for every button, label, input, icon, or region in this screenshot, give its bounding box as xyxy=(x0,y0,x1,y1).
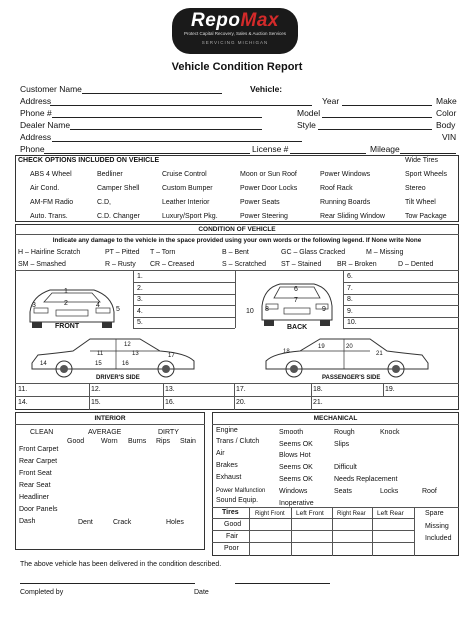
divider xyxy=(332,507,333,556)
option-item[interactable]: Custom Bumper xyxy=(162,185,213,192)
back-damage-line[interactable] xyxy=(343,305,459,306)
mech-trans: Trans / Clutch xyxy=(216,438,260,445)
mech-exhaust: Exhaust xyxy=(216,474,242,481)
tires-fair: Fair xyxy=(226,533,239,540)
divider xyxy=(133,270,134,328)
option-item[interactable]: Power Windows xyxy=(320,171,371,178)
interior-item[interactable]: Rear Seat xyxy=(19,482,51,489)
option-item[interactable]: Tilt Wheel xyxy=(405,199,436,206)
divider xyxy=(163,396,164,410)
side-damage-number: 17. xyxy=(236,386,246,393)
divider xyxy=(234,396,235,410)
divider xyxy=(414,507,415,556)
mech-sound-equip: Sound Equip. xyxy=(216,497,259,504)
option-item[interactable]: Power Steering xyxy=(240,213,288,220)
side-damage-number: 19. xyxy=(385,386,395,393)
side-damage-number: 20. xyxy=(236,399,246,406)
back-diag-8: 8 xyxy=(265,306,269,313)
back-label: BACK xyxy=(287,324,308,331)
interior-rips: Rips xyxy=(156,438,171,445)
driver-diag-12: 12 xyxy=(124,342,131,348)
mech-roof[interactable]: Roof xyxy=(422,488,437,495)
option-item[interactable]: AM-FM Radio xyxy=(30,199,74,206)
completed-by-label: Completed by xyxy=(20,589,64,596)
mech-seats[interactable]: Seats xyxy=(334,488,352,495)
option-item[interactable]: Bedliner xyxy=(97,171,123,178)
option-item[interactable]: Stereo xyxy=(405,185,426,192)
option-item[interactable]: Luxury/Sport Pkg. xyxy=(162,213,218,220)
model-label: Model xyxy=(297,108,321,118)
back-diag-9: 9 xyxy=(322,306,326,313)
divider xyxy=(234,383,235,396)
tires-label: Tires xyxy=(222,509,239,516)
front-damage-line[interactable] xyxy=(133,305,235,306)
divider xyxy=(212,530,414,531)
driver-diag-16: 16 xyxy=(122,361,129,367)
mech-difficult[interactable]: Difficult xyxy=(334,464,357,471)
driver-diag-13: 13 xyxy=(132,351,139,357)
mileage-label: Mileage xyxy=(370,144,400,154)
back-diag-6: 6 xyxy=(294,286,298,293)
divider xyxy=(89,383,90,396)
mech-blows-hot[interactable]: Blows Hot xyxy=(279,452,311,459)
option-item[interactable]: Leather Interior xyxy=(162,199,210,206)
address2-field[interactable] xyxy=(52,141,302,142)
option-item[interactable]: Roof Rack xyxy=(320,185,353,192)
pass-diag-19: 19 xyxy=(318,344,325,350)
front-damage-line[interactable] xyxy=(133,294,235,295)
legend-item: R – Rusty xyxy=(105,261,136,268)
front-damage-line[interactable] xyxy=(133,317,235,318)
customer-name-field[interactable] xyxy=(82,93,222,94)
front-diag-3: 3 xyxy=(32,302,36,309)
back-damage-number: 9. xyxy=(347,307,353,315)
divider xyxy=(249,507,250,556)
option-item[interactable]: Running Boards xyxy=(320,199,371,206)
legend-item: D – Dented xyxy=(398,261,434,268)
side-damage-number: 15. xyxy=(91,399,101,406)
front-damage-number: 5. xyxy=(137,319,143,326)
interior-dent: Dent xyxy=(78,519,93,526)
year-label: Year xyxy=(322,96,340,106)
passenger-side-label: PASSENGER'S SIDE xyxy=(322,375,381,381)
interior-burns: Burns xyxy=(128,438,147,445)
legend-item: PT – Pitted xyxy=(105,249,140,256)
interior-item[interactable]: Rear Carpet xyxy=(19,458,58,465)
dealer-name-label: Dealer Name xyxy=(20,120,71,130)
mechanical-heading: MECHANICAL xyxy=(313,415,358,422)
legend-item: B – Bent xyxy=(222,249,249,256)
pass-diag-21: 21 xyxy=(376,351,383,357)
tires-included[interactable]: Included xyxy=(425,535,452,542)
interior-item[interactable]: Door Panels xyxy=(19,506,58,513)
driver-diag-15: 15 xyxy=(95,361,102,367)
driver-diag-11: 11 xyxy=(97,351,104,357)
interior-item[interactable]: Front Seat xyxy=(19,470,52,477)
tires-right-rear: Right Rear xyxy=(337,511,366,517)
interior-holes: Holes xyxy=(166,519,184,526)
interior-average: AVERAGE xyxy=(88,429,122,436)
condition-heading: CONDITION OF VEHICLE xyxy=(198,226,276,233)
divider xyxy=(163,383,164,396)
delivered-statement: The above vehicle has been delivered in the condition described. xyxy=(20,561,222,568)
divider xyxy=(343,270,344,328)
front-diag-1: 1 xyxy=(64,288,68,295)
interior-stain: Stain xyxy=(180,438,196,445)
license-field[interactable] xyxy=(290,153,366,154)
page-title: Vehicle Condition Report xyxy=(171,61,303,73)
front-damage-number: 2. xyxy=(137,284,143,292)
option-item[interactable]: Air Cond. xyxy=(30,185,60,192)
make-label: Make xyxy=(436,96,457,106)
mech-seems-ok-3[interactable]: Seems OK xyxy=(279,476,313,483)
divider xyxy=(15,396,459,397)
side-damage-number: 21. xyxy=(313,399,323,406)
back-diag-7: 7 xyxy=(294,297,298,304)
divider xyxy=(15,234,459,235)
legend-item: S – Scratched xyxy=(222,261,266,268)
mech-needs-replacement[interactable]: Needs Replacement xyxy=(334,476,398,483)
option-item[interactable]: Moon or Sun Roof xyxy=(240,171,297,178)
phone2-field[interactable] xyxy=(44,153,250,154)
divider xyxy=(311,396,312,410)
front-damage-line[interactable] xyxy=(133,282,235,283)
mech-windows[interactable]: Windows xyxy=(279,488,308,495)
interior-item[interactable]: Headliner xyxy=(19,494,49,501)
legend-item: BR – Broken xyxy=(337,261,377,268)
mech-inoperative[interactable]: Inoperative xyxy=(279,500,314,507)
tires-poor: Poor xyxy=(224,545,239,552)
back-damage-number: 10. xyxy=(347,319,357,326)
back-damage-line[interactable] xyxy=(343,317,459,318)
legend-item: GC – Glass Cracked xyxy=(281,249,346,256)
legend-item: CR – Creased xyxy=(150,261,195,268)
back-damage-number: 7. xyxy=(347,284,353,292)
tires-left-rear: Left Rear xyxy=(377,510,404,517)
address2-label: Address xyxy=(20,132,52,142)
option-item[interactable]: Sport Wheels xyxy=(405,171,448,178)
option-item[interactable]: Power Seats xyxy=(240,199,280,206)
interior-good: Good xyxy=(67,438,85,445)
front-diag-5: 5 xyxy=(116,306,120,313)
back-damage-line[interactable] xyxy=(343,282,459,283)
interior-clean: CLEAN xyxy=(30,429,54,436)
options-heading: CHECK OPTIONS INCLUDED ON VEHICLE xyxy=(18,157,160,164)
option-item[interactable]: ABS 4 Wheel xyxy=(30,171,72,178)
interior-crack: Crack xyxy=(113,519,132,526)
address-label: Address xyxy=(20,96,52,106)
interior-item[interactable]: Dash xyxy=(19,518,36,525)
body-label: Body xyxy=(436,120,456,130)
divider xyxy=(212,542,414,543)
divider xyxy=(212,518,414,519)
date-label: Date xyxy=(194,589,209,596)
tires-missing[interactable]: Missing xyxy=(425,523,449,530)
mileage-field[interactable] xyxy=(400,153,456,154)
logo-tagline: Protect Capital Recovery, Sales & Auction Services xyxy=(184,31,286,36)
mech-seems-ok-2[interactable]: Seems OK xyxy=(279,464,313,471)
interior-worn: Worn xyxy=(101,438,118,445)
option-item[interactable]: C.D. Changer xyxy=(97,213,140,220)
mech-smooth[interactable]: Smooth xyxy=(279,429,304,436)
divider xyxy=(383,383,384,396)
side-damage-number: 12. xyxy=(91,386,101,393)
option-wide-tires[interactable]: Wide Tires xyxy=(405,157,439,164)
driver-diag-17: 17 xyxy=(168,353,175,359)
back-damage-line[interactable] xyxy=(343,328,459,329)
interior-item[interactable]: Front Carpet xyxy=(19,446,59,453)
mech-seems-ok-1[interactable]: Seems OK xyxy=(279,441,313,448)
tires-right-front: Right Front xyxy=(255,511,285,517)
front-diag-2: 2 xyxy=(64,300,68,307)
interior-dirty: DIRTY xyxy=(158,429,179,436)
mech-air: Air xyxy=(216,450,225,457)
option-item[interactable]: Power Door Locks xyxy=(240,185,298,192)
mech-locks[interactable]: Locks xyxy=(380,488,399,495)
divider xyxy=(311,383,312,396)
legend-item: H – Hairline Scratch xyxy=(18,249,81,256)
tires-left-front: Left Front xyxy=(296,510,324,517)
option-item[interactable]: Rear Sliding Window xyxy=(320,213,385,220)
mech-rough[interactable]: Rough xyxy=(334,429,355,436)
completed-by-field[interactable] xyxy=(20,583,195,584)
front-damage-line[interactable] xyxy=(133,328,235,329)
side-damage-number: 13. xyxy=(165,386,175,393)
mech-knock[interactable]: Knock xyxy=(380,429,400,436)
options-box xyxy=(15,155,459,222)
legend-item: M – Missing xyxy=(366,249,404,256)
address-field[interactable] xyxy=(50,105,312,106)
logo-brand: RepoMax xyxy=(191,10,279,31)
legend-item: SM – Smashed xyxy=(18,261,66,268)
back-diag-10: 10 xyxy=(246,308,254,315)
pass-diag-18: 18 xyxy=(283,349,290,355)
divider xyxy=(291,507,292,556)
divider xyxy=(15,383,459,384)
customer-name-label: Customer Name xyxy=(20,84,82,94)
legend-item: T – Torn xyxy=(150,249,176,256)
logo-servicing: SERVICING MICHIGAN xyxy=(201,40,269,45)
front-damage-number: 1. xyxy=(137,273,143,280)
driver-side-label: DRIVER'S SIDE xyxy=(96,375,140,381)
phone2-label: Phone xyxy=(20,144,45,154)
mech-power-malfunction: Power Malfunction xyxy=(216,488,266,494)
front-damage-number: 4. xyxy=(137,307,143,315)
divider xyxy=(372,507,373,556)
option-item[interactable]: C.D, xyxy=(97,199,111,206)
mech-slips[interactable]: Slips xyxy=(334,441,350,448)
front-damage-number: 3. xyxy=(137,296,143,303)
back-damage-number: 6. xyxy=(347,273,353,280)
phone-label: Phone # xyxy=(20,108,52,118)
option-item[interactable]: Auto. Trans. xyxy=(30,213,68,220)
option-item[interactable]: Cruise Control xyxy=(162,171,207,178)
option-item[interactable]: Camper Shell xyxy=(97,185,140,192)
model-field[interactable] xyxy=(322,117,432,118)
back-damage-number: 8. xyxy=(347,296,353,303)
front-diag-4: 4 xyxy=(96,302,100,309)
license-label: License # xyxy=(252,144,289,154)
mech-brakes: Brakes xyxy=(216,462,238,469)
side-damage-number: 11. xyxy=(18,386,28,393)
driver-diag-14: 14 xyxy=(40,361,47,367)
divider xyxy=(235,270,236,328)
tires-good: Good xyxy=(224,521,242,528)
date-field[interactable] xyxy=(235,583,330,584)
divider xyxy=(89,396,90,410)
divider xyxy=(212,424,459,425)
side-damage-number: 16. xyxy=(165,399,175,406)
year-field[interactable] xyxy=(342,105,432,106)
divider xyxy=(15,424,205,425)
color-label: Color xyxy=(436,108,457,118)
style-label: Style xyxy=(297,120,316,130)
interior-heading: INTERIOR xyxy=(94,415,126,422)
front-label: FRONT xyxy=(55,323,80,330)
condition-instruction: Indicate any damage to the vehicle in the space provided using your own words or the following legend. If None write None xyxy=(52,237,422,244)
dealer-name-field[interactable] xyxy=(70,129,262,130)
back-damage-line[interactable] xyxy=(343,294,459,295)
pass-diag-20: 20 xyxy=(346,344,353,350)
style-field[interactable] xyxy=(318,129,432,130)
vin-label: VIN xyxy=(442,132,457,142)
phone-field[interactable] xyxy=(52,117,262,118)
mech-engine: Engine xyxy=(216,427,238,434)
option-item[interactable]: Tow Package xyxy=(405,213,447,220)
side-damage-number: 18. xyxy=(313,386,323,393)
divider xyxy=(15,270,459,271)
tires-spare: Spare xyxy=(425,510,444,517)
side-damage-number: 14. xyxy=(18,399,28,406)
legend-item: ST – Stained xyxy=(281,261,322,268)
vehicle-label: Vehicle: xyxy=(250,84,283,94)
